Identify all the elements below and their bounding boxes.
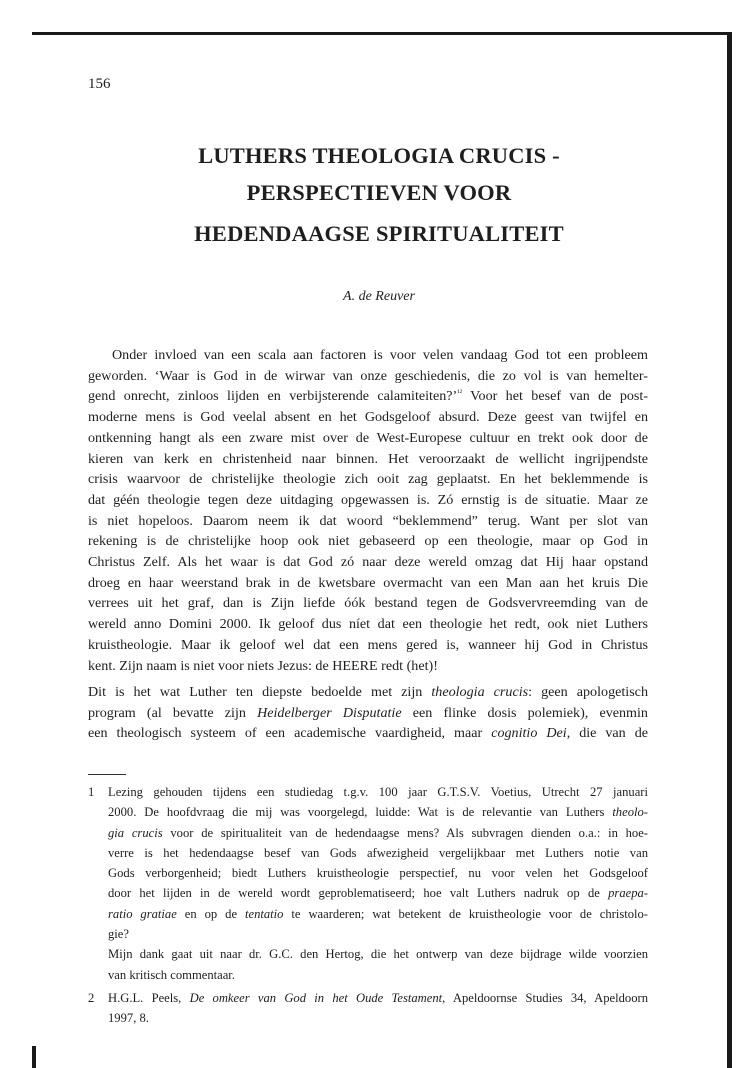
scan-border-top xyxy=(32,32,732,35)
footnote-line: door het lijden in de wereld wordt geproblematiseerd; hoe valt Luthers nadruk op de praepa- xyxy=(108,886,648,901)
footnote-line: Gods verborgenheid; biedt Luthers kruistheologie perspectief, nu voor velen het Godsgeloof xyxy=(108,866,648,881)
footnote-line: gia crucis voor de spiritualiteit van de hedendaagse mens? Als subvragen dienden o.a.: in hoe- xyxy=(108,825,648,840)
scan-border-left xyxy=(32,1046,36,1068)
footnote-line: ratio gratiae en op de tentatio te waarderen; wat betekent de kruistheologie voor de christolo- xyxy=(108,906,649,921)
page-number: 156 xyxy=(88,76,111,92)
footnote-reference[interactable]: ¹² xyxy=(457,388,463,398)
footnote-text xyxy=(108,988,648,1029)
paragraph-line: droeg en haar weerstand brak in de kwetsbare overmacht van een Man aan het kruis Die xyxy=(88,574,648,591)
footnote-text xyxy=(108,782,648,985)
footnote-2 xyxy=(88,988,648,1029)
footnotes xyxy=(88,782,648,1029)
paragraph-2 xyxy=(88,682,648,744)
paragraph-line: gend onrecht, zinloos lijden en verbijsterende calamiteiten?’$^{^{12}}$ Voor het besef van de post- xyxy=(88,388,649,405)
footnote-line: H.G.L. Peels, De omkeer van God in het Oude Testament, Apeldoornse Studies 34, Apeldoorn xyxy=(108,990,648,1005)
footnote-line: 2000. De hoofdvraag die mij was voorgelegd, luidde: Wat is de relevantie van Luthers theolo- xyxy=(108,805,648,820)
paragraph-line: kieren van kerk en christenheid naar binnen. Het veroorzaakt de wellicht ingrijpendste xyxy=(88,450,648,467)
article-title-line-3: HEDENDAAGSE SPIRITUALITEIT xyxy=(194,221,564,246)
footnote-line: 1997, 8. xyxy=(108,1011,149,1026)
paragraph-line: Dit is het wat Luther ten diepste bedoelde met zijn theologia crucis: geen apologetisch xyxy=(88,684,648,700)
footnote-line: Lezing gehouden tijdens een studiedag t.g.v. 100 jaar G.T.S.V. Voetius, Utrecht 27 januari xyxy=(108,785,648,799)
footnote-line: gie? xyxy=(108,927,129,942)
paragraph-1 xyxy=(88,345,648,676)
paragraph-line: crisis waarvoor de christelijke theologie zich ooit zag geplaatst. En het beklemmende is xyxy=(88,471,648,488)
footnote-line: Mijn dank gaat uit naar dr. G.C. den Hertog, die het ontwerp van deze bijdrage wilde voorzien xyxy=(108,947,648,962)
paragraph-line: verrees uit het graf, dan is Zijn liefde óók bestand tegen de Godsvervreemding van de xyxy=(88,595,648,612)
paragraph-line: Onder invloed van een scala aan factoren is voor velen vandaag God tot een probleem xyxy=(112,347,648,363)
paragraph-line: moderne mens is God veelal absent en het Godsgeloof absurd. Deze geest van twijfel en xyxy=(88,409,648,426)
paragraph-line: dat géén theologie tegen deze uitdaging opgewassen is. Zó ernstig is de situatie. Maar ze xyxy=(88,491,648,508)
paragraph-line: een theologisch systeem of een academische vaardigheid, maar cognitio Dei, die van de xyxy=(88,725,648,742)
article-title-line-2: PERSPECTIEVEN VOOR xyxy=(246,180,512,205)
article-title-line-1: LUTHERS THEOLOGIA CRUCIS - xyxy=(198,143,560,168)
footnote-number: 2 xyxy=(88,990,95,1005)
paragraph-line: rekening is de christelijke hoop ook niet gebaseerd op een theologie, maar op God in xyxy=(88,533,648,550)
footnote-line: verre is het hedendaagse besef van Gods afwezigheid vergelijkbaar met Luthers notie van xyxy=(108,845,648,860)
paragraph-line: kent. Zijn naam is niet voor niets Jezus: de HEERE redt (het)! xyxy=(88,657,438,674)
paragraph-line: Christus Zelf. Als het waar is dat God zó naar deze wereld omzag dat Hij haar opstand xyxy=(88,554,648,571)
footnote-line: van kritisch commentaar. xyxy=(108,967,235,982)
footnote-1 xyxy=(88,782,648,985)
footnote-number: 1 xyxy=(88,785,95,799)
author-name: A. de Reuver xyxy=(343,289,415,304)
paragraph-line: program (al bevatte zijn Heidelberger Disputatie een flinke dosis polemiek), evenmin xyxy=(88,704,648,721)
footnote-divider xyxy=(88,774,126,775)
paragraph-line: geworden. ‘Waar is God in de wirwar van onze geschiedenis, die zo vol is van hemelter- xyxy=(88,367,648,384)
scan-border-right xyxy=(727,32,732,1068)
paragraph-line: wereld anno Domini 2000. Ik geloof dus níet dat een theologie het redt, ook niet Luthers xyxy=(88,616,648,633)
paragraph-line: ontkenning hangt als een zware mist over de West-Europese cultuur en trekt ook door de xyxy=(88,429,648,446)
paragraph-line: kruistheologie. Maar ik geloof wel dat een mens gered is, wanneer hij God in Christus xyxy=(88,636,648,653)
paragraph-line: is niet hopeloos. Daarom neem ik dat woord “beklemmend” terug. Want per slot van xyxy=(88,512,648,529)
